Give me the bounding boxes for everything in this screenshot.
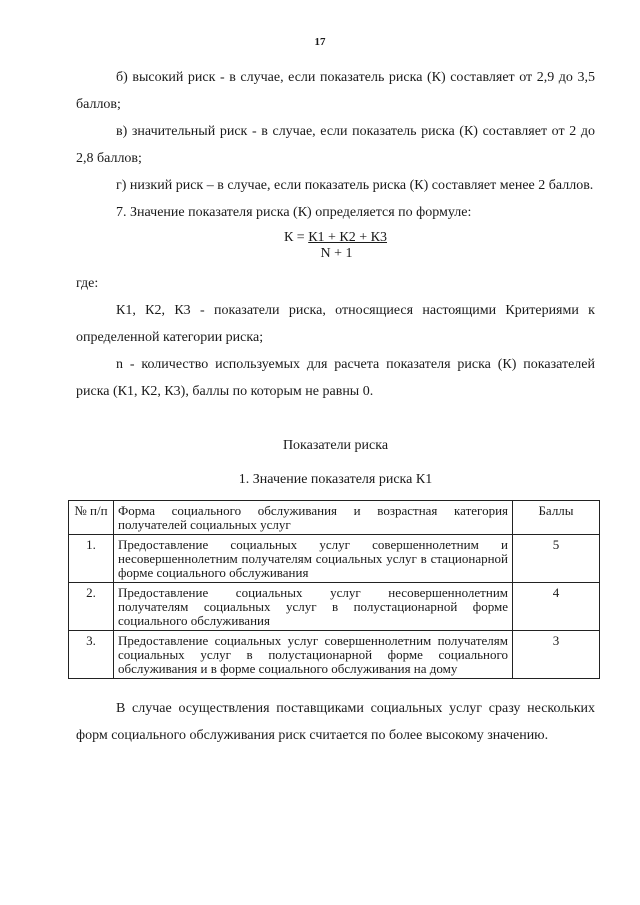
row-form: Предоставление социальных услуг совершеннолетним получателям социальных услуг в полустационарной форме социального обслуживания и в форме социального обслуживания на дому bbox=[114, 631, 513, 679]
row-form: Предоставление социальных услуг несовершеннолетним получателям социальных услуг в полустационарной форме социального обслуживания bbox=[114, 583, 513, 631]
paragraph-significant-risk: в) значительный риск - в случае, если показатель риска (К) составляет от 2 до 2,8 баллов; bbox=[76, 124, 595, 166]
row-num: 1. bbox=[69, 535, 114, 583]
row-score: 4 bbox=[513, 583, 600, 631]
formula-denominator: N + 1 bbox=[320, 246, 353, 261]
formula-top-line bbox=[76, 230, 595, 246]
table-row bbox=[69, 583, 600, 631]
paragraph-high-risk: б) высокий риск - в случае, если показатель риска (К) составляет от 2,9 до 3,5 баллов; bbox=[76, 70, 595, 112]
risk-table bbox=[68, 500, 600, 679]
formula-numerator: К1 + К2 + К3 bbox=[308, 230, 388, 245]
formula-lhs: К = bbox=[283, 230, 309, 245]
header-form: Форма социального обслуживания и возрастная категория получателей социальных услуг bbox=[114, 501, 513, 535]
page-number: 17 bbox=[314, 36, 326, 48]
table-header-row bbox=[69, 501, 600, 535]
definition-k: К1, К2, К3 - показатели риска, относящиеся настоящими Критериями к определенной категории риска; bbox=[76, 303, 595, 345]
table-title: 1. Значение показателя риска К1 bbox=[238, 472, 433, 487]
definition-n: n - количество используемых для расчета показателя риска (К) показателей риска (К1, К2, К3), баллы по которым не равны 0. bbox=[76, 357, 595, 399]
row-num: 2. bbox=[69, 583, 114, 631]
row-score: 5 bbox=[513, 535, 600, 583]
table-row bbox=[69, 535, 600, 583]
header-num: № п/п bbox=[69, 501, 114, 535]
header-score: Баллы bbox=[513, 501, 600, 535]
row-num: 3. bbox=[69, 631, 114, 679]
where-label: где: bbox=[76, 276, 99, 291]
row-form: Предоставление социальных услуг совершеннолетним и несовершеннолетним получателям социальных услуг в стационарной форме социального обслуживания bbox=[114, 535, 513, 583]
paragraph-formula-intro: 7. Значение показателя риска (К) определяется по формуле: bbox=[116, 205, 472, 220]
document-body bbox=[76, 64, 595, 749]
paragraph-low-risk: г) низкий риск – в случае, если показатель риска (К) составляет менее 2 баллов. bbox=[116, 178, 594, 193]
row-score: 3 bbox=[513, 631, 600, 679]
table-row bbox=[69, 631, 600, 679]
section-title: Показатели риска bbox=[282, 438, 389, 453]
paragraph-final: В случае осуществления поставщиками социальных услуг сразу нескольких форм социального обслуживания риск считается по более высокому значению. bbox=[76, 701, 595, 743]
risk-formula bbox=[76, 230, 595, 262]
